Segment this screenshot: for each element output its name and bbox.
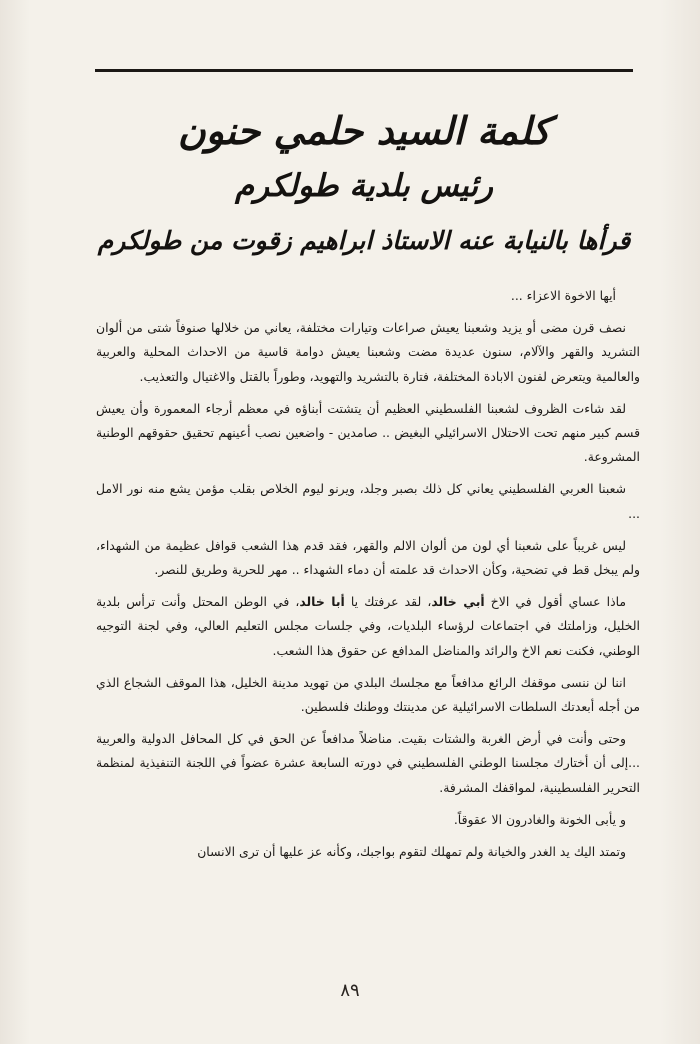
paragraph-1: نصف قرن مضى أو يزيد وشعبنا يعيش صراعات وتيارات مختلفة، يعاني من خلالها صنوفاً شتى من ألوان التشريد والقهر والآلام، سنون عديدة مضت وشعبنا يعيش دوامة قاسية من الاحداث المحلية والعربية والعالمية ويتعرض لفنون الابادة المختلفة، فتارة بالتشريد والتهويد، وطوراً بالقتل والاغتيال والتعذيب. xyxy=(96,320,640,384)
top-rule xyxy=(95,69,633,72)
name-aba-khaled: أبا خالد xyxy=(299,594,345,610)
speech-body xyxy=(96,284,640,864)
paragraph-5-part-e: ، في الوطن المحتل وأنت ترأس بلدية الخليل، وزاملتك في اجتماعات لرؤساء البلديات، وفي جلسات مجلس التعليم العالي، وفي لجنة التوجيه الوطني، فكنت نعم الاخ والرائد والمناضل المدافع عن حقوق هذا الشعب. xyxy=(96,594,640,658)
speech-title: كلمة السيد حلمي حنون xyxy=(177,108,551,153)
paragraph-5-part-a: ماذا عساي أقول في الاخ xyxy=(484,594,627,610)
paragraph-8: و يأبى الخونة والغادرون الا عقوقاً. xyxy=(453,811,626,827)
page-number: ٨٩ xyxy=(340,980,360,1001)
paragraph-3: شعبنا العربي الفلسطيني يعاني كل ذلك بصبر وجلد، ويرنو ليوم الخلاص بقلب مؤمن يشع منه نور الامل ... xyxy=(96,481,640,521)
paragraph-9: وتمتد اليك يد الغدر والخيانة ولم تمهلك لتقوم بواجبك، وكأنه عز عليها أن ترى الانسان xyxy=(197,844,626,860)
paragraph-2: لقد شاءت الظروف لشعبنا الفلسطيني العظيم أن يتشتت أبناؤه في معظم أرجاء المعمورة وأن يعيش قسم كبير منهم تحت الاحتلال الاسرائيلي البغيض .. صامدين - واضعين نصب أعينهم تحقيق حقوقهم الوطنية المشروعة. xyxy=(96,400,640,465)
paragraph-6: اننا لن ننسى موقفك الرائع مدافعاً مع مجلسك البلدي من تهويد مدينة الخليل، هذا الموقف الشجاع الذي من أجله أبعدتك السلطات الاسرائيلية عن مدينتك ووطنك فلسطين. xyxy=(96,674,640,715)
name-abi-khaled: أبي خالد xyxy=(431,594,485,610)
paragraph-5-part-c: ، لقد عرفتك يا xyxy=(344,594,432,610)
paragraph-7: وحتى وأنت في أرض الغربة والشتات بقيت. مناضلاً مدافعاً عن الحق في كل المحافل الدولية والعربية ...إلى أن أختارك مجلسنا الوطني الفلسطيني في دورته السابعة عشرة عضواً في اللجنة التنفيذية لمنظمة التحرير الفلسطينية، لمواقفك المشرفة. xyxy=(96,731,640,795)
paragraph-5 xyxy=(96,590,640,663)
paragraph-4: ليس غريباً على شعبنا أي لون من ألوان الالم والقهر، فقد قدم هذا الشعب قوافل عظيمة من الشهداء، ولم يبخل قط في تضحية، وكأن الاحداث قد علمته أن دماء الشهداء .. مهر للحرية وطريق للنصر. xyxy=(96,537,640,578)
speaker-position: رئيس بلدية طولكرم xyxy=(234,168,494,204)
salutation: أيها الاخوة الاعزاء ... xyxy=(510,288,616,303)
reader-credit: قرأها بالنيابة عنه الاستاذ ابراهيم زقوت من طولكرم xyxy=(97,226,631,255)
